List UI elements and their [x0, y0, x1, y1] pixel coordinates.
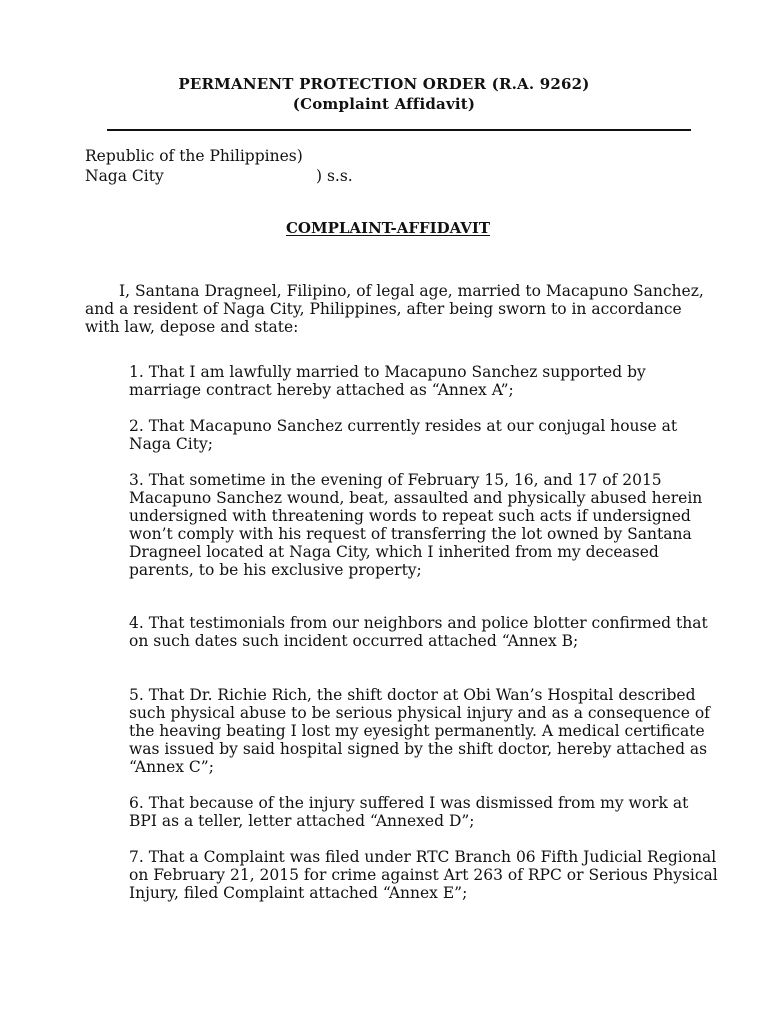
title-divider: [107, 129, 691, 131]
caption-city-row: [85, 166, 353, 186]
paragraph-4: 4. That testimonials from our neighbors and police blotter confirmed that on such dates such incident occurred attached “Annex B;: [129, 614, 708, 650]
caption-city: Naga City: [85, 167, 164, 185]
paragraph-6: 6. That because of the injury suffered I was dismissed from my work at BPI as a teller, letter attached “Annexed D”;: [129, 794, 689, 830]
intro-paragraph: I, Santana Dragneel, Filipino, of legal age, married to Macapuno Sanchez, and a resident of Naga City, Philippines, after being sworn to in accordance with law, depose and state:: [85, 282, 704, 336]
paragraph-7: 7. That a Complaint was filed under RTC Branch 06 Fifth Judicial Regional on February 21, 2015 for crime against Art 263 of RPC or Serious Physical Injury, filed Complaint attached “Annex E”;: [129, 848, 718, 902]
paragraph-1: 1. That I am lawfully married to Macapuno Sanchez supported by marriage contract hereby attached as “Annex A”;: [129, 363, 646, 399]
paragraph-2: 2. That Macapuno Sanchez currently resides at our conjugal house at Naga City;: [129, 417, 678, 453]
venue-caption: [85, 146, 353, 186]
affidavit-heading-text: COMPLAINT-AFFIDAVIT: [285, 219, 491, 237]
caption-country: Republic of the Philippines): [85, 147, 303, 165]
paragraph-3: 3. That sometime in the evening of February 15, 16, and 17 of 2015 Macapuno Sanchez wound, beat, assaulted and physically abused herein undersigned with threatening words to repeat such acts if undersigned won’t comply with his request of transferring the lot owned by Santana Dragneel located at Naga City, which I inherited from my deceased parents, to be his exclusive property;: [129, 471, 703, 579]
document-title: PERMANENT PROTECTION ORDER (R.A. 9262): [178, 75, 590, 93]
caption-ss: ) s.s.: [316, 167, 353, 185]
document-subtitle: (Complaint Affidavit): [292, 95, 476, 113]
document-title-block: [0, 74, 768, 114]
paragraph-5: 5. That Dr. Richie Rich, the shift doctor at Obi Wan’s Hospital described such physical abuse to be serious physical injury and as a consequence of the heaving beating I lost my eyesight permanently. A medical certificate was issued by said hospital signed by the shift doctor, hereby attached as “Annex C”;: [129, 686, 710, 776]
affidavit-heading: [0, 218, 768, 238]
